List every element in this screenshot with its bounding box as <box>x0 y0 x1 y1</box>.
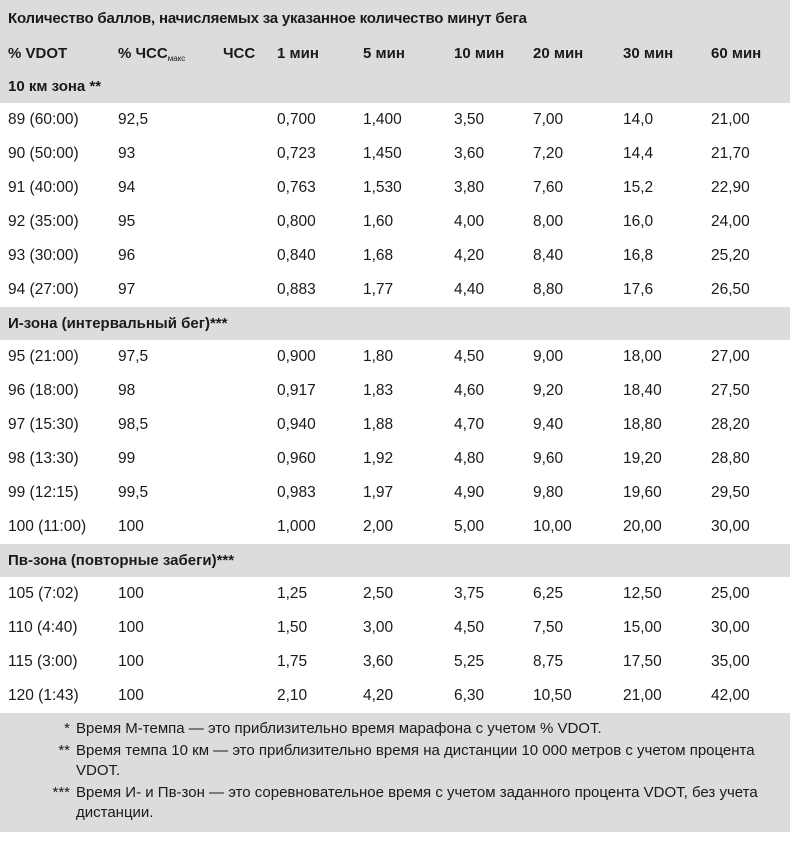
cell-vdot: 97 (15:30) <box>8 416 79 433</box>
footnote <box>8 719 782 739</box>
cell-20min: 10,50 <box>533 687 572 704</box>
cell-vdot: 91 (40:00) <box>8 179 79 196</box>
cell-1min: 0,960 <box>277 450 316 467</box>
table-row <box>0 510 790 544</box>
cell-5min: 1,77 <box>363 281 394 298</box>
cell-vdot: 89 (60:00) <box>8 111 79 128</box>
col-header-vdot: % VDOT <box>8 45 68 62</box>
cell-5min: 3,00 <box>363 619 394 636</box>
col-header-hr-max <box>118 45 185 63</box>
footnote-text: Время М-темпа — это приблизительно время марафона с учетом % VDOT. <box>76 720 602 737</box>
footnote-text: Время темпа 10 км — это приблизительно время на дистанции 10 000 метров с учетом процента VDOT. <box>76 742 755 779</box>
cell-10min: 4,80 <box>454 450 485 467</box>
cell-60min: 25,20 <box>711 247 750 264</box>
cell-20min: 9,80 <box>533 484 564 501</box>
cell-1min: 0,983 <box>277 484 316 501</box>
cell-30min: 19,20 <box>623 450 662 467</box>
cell-30min: 17,6 <box>623 281 654 298</box>
cell-10min: 4,50 <box>454 348 485 365</box>
cell-hr-max: 97,5 <box>118 348 149 365</box>
cell-60min: 42,00 <box>711 687 750 704</box>
cell-20min: 7,50 <box>533 619 564 636</box>
table-row <box>0 340 790 374</box>
cell-10min: 5,25 <box>454 653 485 670</box>
cell-20min: 9,20 <box>533 382 564 399</box>
cell-30min: 20,00 <box>623 518 662 535</box>
cell-vdot: 115 (3:00) <box>8 653 78 670</box>
cell-hr-max: 100 <box>118 619 144 636</box>
cell-vdot: 92 (35:00) <box>8 213 79 230</box>
cell-hr-max: 100 <box>118 687 144 704</box>
cell-20min: 9,40 <box>533 416 564 433</box>
cell-1min: 0,800 <box>277 213 316 230</box>
cell-20min: 8,40 <box>533 247 564 264</box>
table-row <box>0 679 790 713</box>
table-row <box>0 205 790 239</box>
cell-30min: 14,4 <box>623 145 654 162</box>
col-header-30min: 30 мин <box>623 45 674 62</box>
cell-1min: 1,75 <box>277 653 308 670</box>
table-row <box>0 476 790 510</box>
table-row <box>0 137 790 171</box>
cell-vdot: 94 (27:00) <box>8 281 79 298</box>
cell-60min: 35,00 <box>711 653 750 670</box>
cell-vdot: 90 (50:00) <box>8 145 79 162</box>
cell-30min: 19,60 <box>623 484 662 501</box>
cell-20min: 8,00 <box>533 213 564 230</box>
cell-vdot: 120 (1:43) <box>8 687 79 704</box>
cell-20min: 9,00 <box>533 348 564 365</box>
cell-hr-max: 96 <box>118 247 136 264</box>
table-body <box>0 70 790 713</box>
table-row <box>0 103 790 137</box>
cell-5min: 2,50 <box>363 585 394 602</box>
cell-1min: 1,50 <box>277 619 308 636</box>
table-row <box>0 577 790 611</box>
cell-vdot: 100 (11:00) <box>8 518 87 535</box>
table-row <box>0 374 790 408</box>
cell-1min: 2,10 <box>277 687 308 704</box>
cell-hr-max: 92,5 <box>118 111 149 128</box>
footnote-mark: *** <box>52 784 70 801</box>
table-row <box>0 611 790 645</box>
footnote-mark: ** <box>58 742 70 759</box>
cell-60min: 30,00 <box>711 619 750 636</box>
cell-hr-max: 100 <box>118 518 144 535</box>
cell-1min: 0,763 <box>277 179 316 196</box>
section-header: Пв-зона (повторные забеги)*** <box>0 544 790 577</box>
cell-30min: 18,00 <box>623 348 662 365</box>
cell-5min: 3,60 <box>363 653 394 670</box>
cell-5min: 1,83 <box>363 382 394 399</box>
col-header-5min: 5 мин <box>363 45 405 62</box>
cell-5min: 1,68 <box>363 247 394 264</box>
footnote-text: Время И- и Пв-зон — это соревновательное время с учетом заданного процента VDOT, без учета дистанции. <box>76 784 758 821</box>
cell-10min: 3,60 <box>454 145 485 162</box>
cell-60min: 22,90 <box>711 179 750 196</box>
cell-60min: 24,00 <box>711 213 750 230</box>
cell-vdot: 110 (4:40) <box>8 619 78 636</box>
cell-10min: 4,70 <box>454 416 485 433</box>
cell-hr-max: 93 <box>118 145 136 162</box>
cell-60min: 28,80 <box>711 450 750 467</box>
cell-20min: 6,25 <box>533 585 564 602</box>
table-row <box>0 442 790 476</box>
cell-1min: 0,723 <box>277 145 316 162</box>
cell-hr-max: 100 <box>118 653 144 670</box>
cell-vdot: 96 (18:00) <box>8 382 79 399</box>
cell-60min: 21,00 <box>711 111 750 128</box>
cell-10min: 4,20 <box>454 247 485 264</box>
cell-30min: 21,00 <box>623 687 662 704</box>
footnotes <box>0 713 790 832</box>
cell-30min: 16,8 <box>623 247 654 264</box>
cell-20min: 8,75 <box>533 653 564 670</box>
col-header-10min: 10 мин <box>454 45 505 62</box>
cell-vdot: 99 (12:15) <box>8 484 79 501</box>
cell-20min: 10,00 <box>533 518 572 535</box>
cell-1min: 1,25 <box>277 585 308 602</box>
cell-30min: 12,50 <box>623 585 662 602</box>
section-header: И-зона (интервальный бег)*** <box>0 307 790 340</box>
col-header-20min: 20 мин <box>533 45 584 62</box>
cell-60min: 25,00 <box>711 585 750 602</box>
cell-10min: 4,50 <box>454 619 485 636</box>
cell-hr-max: 99 <box>118 450 136 467</box>
footnote-mark: * <box>64 720 70 737</box>
cell-1min: 0,940 <box>277 416 316 433</box>
cell-20min: 8,80 <box>533 281 564 298</box>
col-header-1min: 1 мин <box>277 45 319 62</box>
cell-30min: 15,2 <box>623 179 654 196</box>
cell-30min: 17,50 <box>623 653 662 670</box>
cell-hr-max: 95 <box>118 213 136 230</box>
cell-vdot: 95 (21:00) <box>8 348 79 365</box>
cell-10min: 4,60 <box>454 382 485 399</box>
cell-20min: 7,20 <box>533 145 564 162</box>
cell-hr-max: 94 <box>118 179 136 196</box>
cell-10min: 4,90 <box>454 484 485 501</box>
table-row <box>0 408 790 442</box>
cell-1min: 1,000 <box>277 518 316 535</box>
cell-60min: 21,70 <box>711 145 750 162</box>
table-row <box>0 171 790 205</box>
cell-10min: 3,75 <box>454 585 485 602</box>
table-title: Количество баллов, начисляемых за указанное количество минут бега <box>0 0 790 38</box>
cell-hr-max: 98 <box>118 382 136 399</box>
cell-10min: 3,80 <box>454 179 485 196</box>
cell-60min: 28,20 <box>711 416 750 433</box>
col-header-hr: ЧСС <box>223 45 256 62</box>
cell-20min: 7,00 <box>533 111 564 128</box>
cell-60min: 27,50 <box>711 382 750 399</box>
cell-1min: 0,917 <box>277 382 316 399</box>
table-row <box>0 273 790 307</box>
cell-vdot: 105 (7:02) <box>8 585 79 602</box>
cell-hr-max: 97 <box>118 281 136 298</box>
cell-20min: 9,60 <box>533 450 564 467</box>
cell-5min: 1,530 <box>363 179 402 196</box>
cell-5min: 2,00 <box>363 518 394 535</box>
cell-5min: 1,450 <box>363 145 402 162</box>
cell-hr-max: 99,5 <box>118 484 149 501</box>
cell-hr-max: 100 <box>118 585 144 602</box>
cell-60min: 29,50 <box>711 484 750 501</box>
cell-1min: 0,840 <box>277 247 316 264</box>
cell-10min: 4,40 <box>454 281 485 298</box>
table-row <box>0 645 790 679</box>
cell-30min: 15,00 <box>623 619 662 636</box>
cell-vdot: 98 (13:30) <box>8 450 79 467</box>
cell-10min: 5,00 <box>454 518 485 535</box>
cell-20min: 7,60 <box>533 179 564 196</box>
cell-10min: 4,00 <box>454 213 485 230</box>
cell-5min: 1,400 <box>363 111 402 128</box>
cell-60min: 27,00 <box>711 348 750 365</box>
cell-1min: 0,700 <box>277 111 316 128</box>
footnote <box>8 783 782 823</box>
cell-5min: 1,92 <box>363 450 394 467</box>
cell-60min: 26,50 <box>711 281 750 298</box>
cell-vdot: 93 (30:00) <box>8 247 79 264</box>
cell-5min: 1,60 <box>363 213 394 230</box>
table-row <box>0 239 790 273</box>
column-header-row <box>0 38 790 70</box>
cell-10min: 6,30 <box>454 687 485 704</box>
cell-5min: 4,20 <box>363 687 394 704</box>
section-header: 10 км зона ** <box>0 70 790 103</box>
col-header-hr-max-sub: макс <box>167 54 186 63</box>
cell-30min: 16,0 <box>623 213 654 230</box>
cell-30min: 18,40 <box>623 382 662 399</box>
cell-30min: 14,0 <box>623 111 654 128</box>
cell-60min: 30,00 <box>711 518 750 535</box>
cell-1min: 0,883 <box>277 281 316 298</box>
col-header-60min: 60 мин <box>711 45 762 62</box>
cell-30min: 18,80 <box>623 416 662 433</box>
cell-hr-max: 98,5 <box>118 416 149 433</box>
cell-5min: 1,88 <box>363 416 394 433</box>
col-header-hr-max-label: % ЧСС <box>118 45 168 62</box>
cell-1min: 0,900 <box>277 348 316 365</box>
footnote <box>8 741 782 781</box>
cell-5min: 1,80 <box>363 348 394 365</box>
cell-10min: 3,50 <box>454 111 485 128</box>
cell-5min: 1,97 <box>363 484 394 501</box>
